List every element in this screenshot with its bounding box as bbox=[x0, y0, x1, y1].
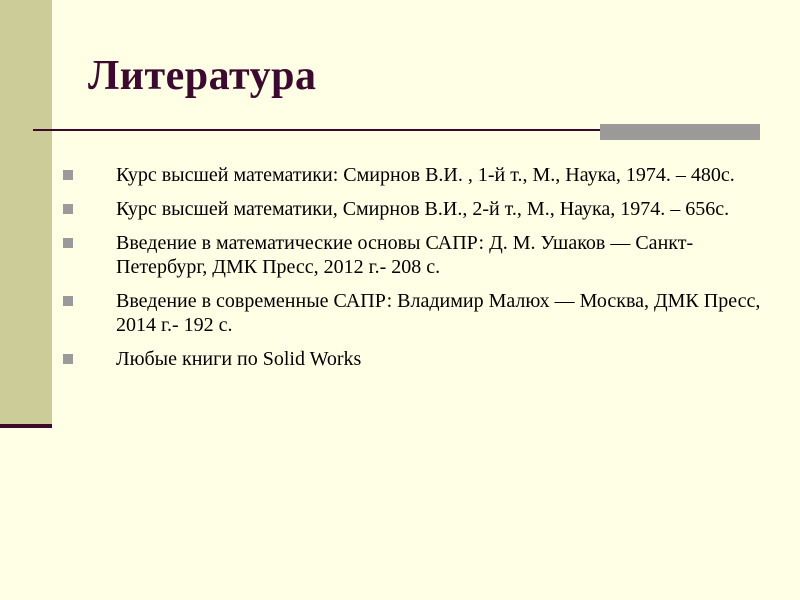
list-item-text: Курс высшей математики: Смирнов В.И. , 1-й т., М., Наука, 1974. – 480с. bbox=[116, 164, 735, 186]
square-bullet-icon bbox=[63, 238, 73, 248]
square-bullet-icon bbox=[63, 296, 73, 306]
list-item-text: Введение в современные САПР: Владимир Малюх — Москва, ДМК Пресс, 2014 г.- 192 с. bbox=[116, 290, 761, 336]
left-decor-strip-line bbox=[0, 424, 52, 428]
list-item bbox=[60, 231, 760, 279]
slide-title: Литература bbox=[88, 53, 317, 99]
list-item bbox=[60, 197, 760, 221]
list-item bbox=[60, 289, 760, 337]
square-bullet-icon bbox=[63, 354, 73, 364]
list-item bbox=[60, 163, 760, 187]
list-item-text: Введение в математические основы САПР: Д. М. Ушаков — Санкт-Петербург, ДМК Пресс, 2012 г.- 208 с. bbox=[116, 232, 694, 278]
left-decor-strip bbox=[0, 0, 52, 426]
title-underline-block bbox=[600, 124, 760, 140]
list-item-text: Любые книги по Solid Works bbox=[116, 348, 362, 370]
bibliography-list bbox=[60, 163, 760, 381]
list-item-text: Курс высшей математики, Смирнов В.И., 2-й т., М., Наука, 1974. – 656с. bbox=[116, 198, 730, 220]
list-item bbox=[60, 347, 760, 371]
square-bullet-icon bbox=[63, 204, 73, 214]
square-bullet-icon bbox=[63, 170, 73, 180]
